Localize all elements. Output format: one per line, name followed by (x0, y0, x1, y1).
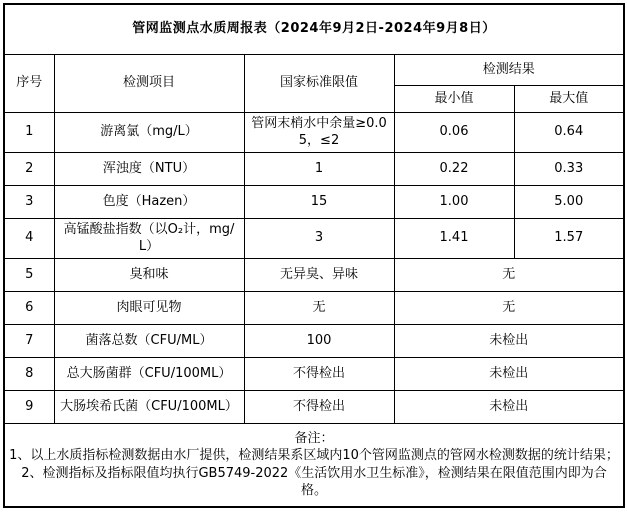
cell-standard: 不得检出 (244, 390, 394, 423)
notes-row (4, 423, 624, 507)
header-item: 检测项目 (54, 54, 244, 112)
cell-min: 0.22 (394, 152, 514, 185)
cell-item: 色度（Hazen） (54, 185, 244, 218)
cell-no: 1 (4, 112, 54, 152)
cell-standard: 无 (244, 291, 394, 324)
table-row (4, 185, 624, 218)
header-result-group: 检测结果 (394, 54, 624, 85)
cell-no: 3 (4, 185, 54, 218)
cell-no: 7 (4, 324, 54, 357)
report-title: 管网监测点水质周报表（2024年9月2日-2024年9月8日） (4, 4, 624, 54)
note-line-2: 2、检测指标及指标限值均执行GB5749-2022《生活饮用水卫生标准》，检测结果在限值范围内即为合格。 (21, 465, 607, 499)
cell-max: 1.57 (514, 218, 624, 258)
title-row (4, 4, 624, 54)
cell-result: 未检出 (394, 324, 624, 357)
cell-standard: 无异臭、异味 (244, 258, 394, 291)
cell-result: 未检出 (394, 390, 624, 423)
cell-no: 6 (4, 291, 54, 324)
cell-item: 菌落总数（CFU/ML） (54, 324, 244, 357)
header-max: 最大值 (514, 85, 624, 112)
cell-min: 0.06 (394, 112, 514, 152)
cell-standard: 不得检出 (244, 357, 394, 390)
cell-standard: 3 (244, 218, 394, 258)
cell-no: 5 (4, 258, 54, 291)
cell-no: 2 (4, 152, 54, 185)
cell-result: 无 (394, 291, 624, 324)
cell-max: 0.64 (514, 112, 624, 152)
cell-max: 5.00 (514, 185, 624, 218)
header-min: 最小值 (394, 85, 514, 112)
table-row (4, 291, 624, 324)
cell-no: 8 (4, 357, 54, 390)
cell-item: 浑浊度（NTU） (54, 152, 244, 185)
table-row (4, 324, 624, 357)
header-standard: 国家标准限值 (244, 54, 394, 112)
table-row (4, 390, 624, 423)
cell-min: 1.41 (394, 218, 514, 258)
cell-standard: 1 (244, 152, 394, 185)
cell-item: 高锰酸盐指数（以O₂计，mg/L） (54, 218, 244, 258)
cell-standard: 15 (244, 185, 394, 218)
water-quality-report-table (3, 3, 625, 508)
cell-min: 1.00 (394, 185, 514, 218)
cell-standard: 100 (244, 324, 394, 357)
table-row (4, 112, 624, 152)
cell-item: 臭和味 (54, 258, 244, 291)
cell-item: 游离氯（mg/L） (54, 112, 244, 152)
cell-max: 0.33 (514, 152, 624, 185)
notes-section (4, 423, 624, 507)
notes-label: 备注： (294, 430, 334, 446)
table-row (4, 258, 624, 291)
cell-result: 无 (394, 258, 624, 291)
note-line-1: 1、以上水质指标检测数据由水厂提供，检测结果系区域内10个管网监测点的管网水检测数据的统计结果； (9, 448, 619, 464)
cell-item: 总大肠菌群（CFU/100ML） (54, 357, 244, 390)
cell-no: 4 (4, 218, 54, 258)
header-row-top (4, 54, 624, 85)
cell-no: 9 (4, 390, 54, 423)
cell-item: 大肠埃希氏菌（CFU/100ML） (54, 390, 244, 423)
cell-result: 未检出 (394, 357, 624, 390)
table-row (4, 152, 624, 185)
header-no: 序号 (4, 54, 54, 112)
cell-standard: 管网末梢水中余量≥0.05，≤2 (244, 112, 394, 152)
cell-item: 肉眼可见物 (54, 291, 244, 324)
table-row (4, 357, 624, 390)
table-row (4, 218, 624, 258)
